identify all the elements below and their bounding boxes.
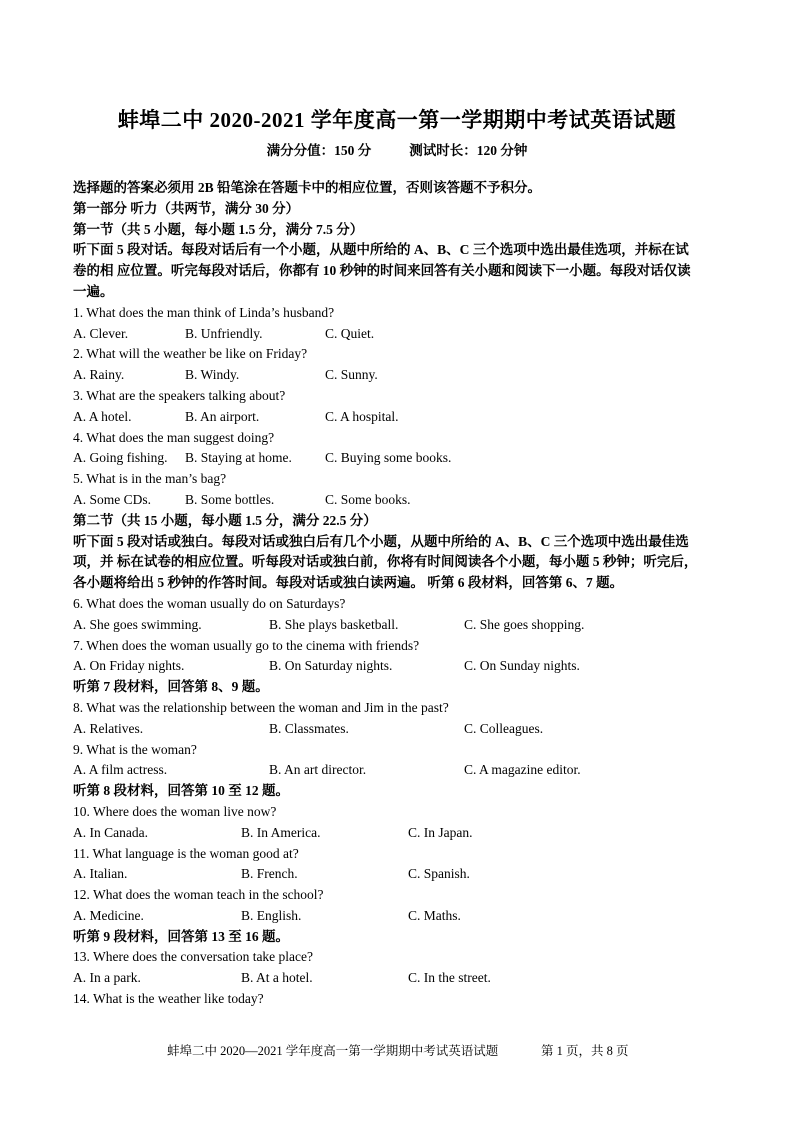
option-c: C. On Sunday nights.: [464, 658, 580, 674]
option-b: B. Some bottles.: [185, 491, 275, 507]
question-stem: 10. Where does the woman live now?: [73, 803, 277, 819]
material-heading: 听第 9 段材料，回答第 13 至 16 题。: [73, 928, 289, 944]
answer-options: [73, 719, 723, 740]
answer-options: [73, 324, 723, 345]
option-c: C. Some books.: [325, 491, 411, 507]
answer-options: [73, 906, 723, 927]
option-c: C. Maths.: [408, 907, 461, 923]
option-a: A. A film actress.: [73, 762, 168, 778]
option-a: A. Going fishing.: [73, 450, 168, 466]
answer-options: [73, 656, 723, 677]
answer-options: [73, 864, 723, 885]
page-number: 第 1 页，共 8 页: [541, 1044, 629, 1058]
option-c: C. Quiet.: [325, 325, 375, 341]
question-stem: 9. What is the woman?: [73, 741, 197, 757]
instruction-line: 项，并 标在试卷的相应位置。听每段对话或独白前，你将有时间阅读各个小题，每小题 5 秒钟；听完后，: [73, 554, 698, 570]
option-b: B. An art director.: [269, 762, 367, 778]
option-a: A. In Canada.: [73, 824, 148, 840]
option-c: C. Buying some books.: [325, 450, 452, 466]
answer-options: [73, 365, 723, 386]
option-a: A. Rainy.: [73, 367, 125, 383]
question-stem: 11. What language is the woman good at?: [73, 845, 299, 861]
option-a: A. On Friday nights.: [73, 658, 185, 674]
option-b: B. She plays basketball.: [269, 616, 399, 632]
answer-options: [73, 490, 723, 511]
exam-meta: [0, 139, 794, 159]
section-heading: 第二节（共 15 小题，每小题 1.5 分，满分 22.5 分）: [73, 512, 377, 528]
full-score: 满分分值：150 分: [266, 143, 372, 158]
question-stem: 6. What does the woman usually do on Saturdays?: [73, 595, 346, 611]
option-b: B. Unfriendly.: [185, 325, 263, 341]
option-c: C. She goes shopping.: [464, 616, 585, 632]
question-stem: 8. What was the relationship between the woman and Jim in the past?: [73, 699, 449, 715]
instruction-line: 卷的相 应位置。听完每段对话后，你都有 10 秒钟的时间来回答有关小题和阅读下一小题。每段对话仅读: [73, 263, 691, 279]
option-b: B. On Saturday nights.: [269, 658, 393, 674]
footer-title: 蚌埠二中 2020—2021 学年度高一第一学期期中考试英语试题: [167, 1044, 499, 1058]
answer-options: [73, 760, 723, 781]
answer-options: [73, 407, 723, 428]
option-c: C. In Japan.: [408, 824, 473, 840]
instruction-line: 听下面 5 段对话。每段对话后有一个小题，从题中所给的 A、B、C 三个选项中选出最佳选项，并标在试: [73, 242, 689, 258]
option-a: A. Some CDs.: [73, 491, 152, 507]
page-title: 蚌埠二中 2020-2021 学年度高一第一学期期中考试英语试题: [117, 108, 677, 132]
option-c: C. In the street.: [408, 970, 491, 986]
instruction-line: 一遍。: [73, 283, 114, 299]
option-c: C. Colleagues.: [464, 720, 544, 736]
option-c: C. A magazine editor.: [464, 762, 581, 778]
option-b: B. Windy.: [185, 367, 240, 383]
instruction-line: 各小题将给出 5 秒钟的作答时间。每段对话或独白读两遍。 听第 6 段材料，回答第 6、7 题。: [73, 575, 624, 591]
section-heading: 第一节（共 5 小题，每小题 1.5 分，满分 7.5 分）: [73, 221, 364, 237]
option-b: B. Staying at home.: [185, 450, 292, 466]
question-stem: 5. What is in the man’s bag?: [73, 471, 227, 487]
question-stem: 4. What does the man suggest doing?: [73, 429, 275, 445]
part-heading: 第一部分 听力（共两节，满分 30 分）: [73, 200, 300, 216]
question-stem: 3. What are the speakers talking about?: [73, 387, 286, 403]
option-a: A. In a park.: [73, 970, 141, 986]
instruction-line: 听下面 5 段对话或独白。每段对话或独白后有几个小题，从题中所给的 A、B、C 三个选项中选出最佳选: [73, 533, 689, 549]
question-stem: 14. What is the weather like today?: [73, 991, 264, 1007]
question-stem: 13. Where does the conversation take place?: [73, 949, 314, 965]
option-a: A. Clever.: [73, 325, 129, 341]
exam-body: [73, 178, 723, 1010]
answer-notice: 选择题的答案必须用 2B 铅笔涂在答题卡中的相应位置，否则该答题不予积分。: [73, 180, 542, 195]
option-b: B. In America.: [241, 824, 321, 840]
option-c: C. A hospital.: [325, 408, 399, 424]
option-b: B. English.: [241, 907, 302, 923]
option-b: B. At a hotel.: [241, 970, 313, 986]
option-a: A. She goes swimming.: [73, 616, 202, 632]
material-heading: 听第 7 段材料，回答第 8、9 题。: [73, 679, 269, 695]
section-instructions: [73, 532, 723, 594]
answer-options: [73, 823, 723, 844]
option-b: B. An airport.: [185, 408, 260, 424]
option-c: C. Spanish.: [408, 866, 470, 882]
section-instructions: [73, 240, 723, 302]
option-a: A. Medicine.: [73, 907, 144, 923]
option-a: A. Relatives.: [73, 720, 144, 736]
question-stem: 1. What does the man think of Linda’s husband?: [73, 304, 335, 320]
answer-options: [73, 968, 723, 989]
answer-options: [73, 448, 723, 469]
option-b: B. French.: [241, 866, 298, 882]
question-stem: 7. When does the woman usually go to the cinema with friends?: [73, 637, 420, 653]
option-b: B. Classmates.: [269, 720, 349, 736]
exam-duration: 测试时长：120 分钟: [409, 143, 528, 158]
option-c: C. Sunny.: [325, 367, 378, 383]
material-heading: 听第 8 段材料，回答第 10 至 12 题。: [73, 783, 289, 799]
question-stem: 2. What will the weather be like on Friday?: [73, 346, 308, 362]
option-a: A. Italian.: [73, 866, 128, 882]
answer-options: [73, 615, 723, 636]
option-a: A. A hotel.: [73, 408, 132, 424]
question-stem: 12. What does the woman teach in the school?: [73, 887, 324, 903]
